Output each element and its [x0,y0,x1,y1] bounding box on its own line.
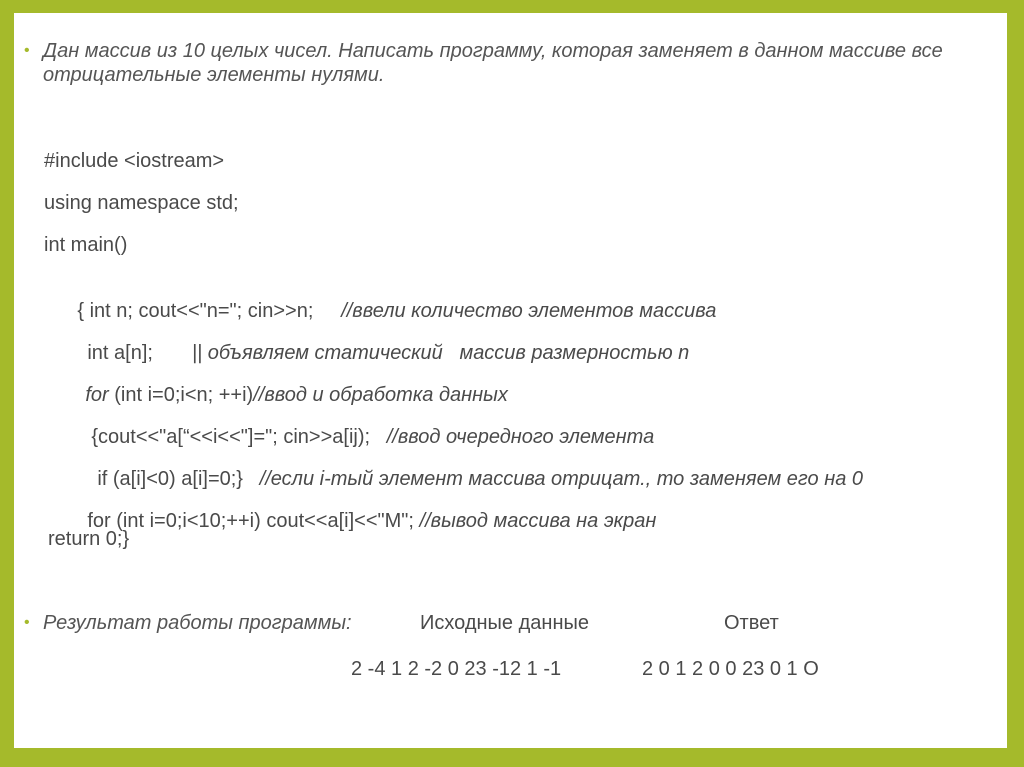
result-label: Результат работы программы: [43,612,352,634]
result-input-values: 2 -4 1 2 -2 0 23 -12 1 -1 [351,658,562,680]
task-bullet-row [24,39,973,87]
bullet-icon: • [24,42,30,59]
code-comment: //вывод массива на экран [419,510,657,532]
code-line-namespace: using namespace std; [44,192,239,214]
code-comment: //ввод очередного элемента [386,426,655,448]
slide [14,13,1007,748]
result-output-header: Ответ [724,612,779,634]
code-text: for (int i=0;i<10;++i) cout<<a[i]<<"M"; [87,510,414,532]
task-text: Дан массив из 10 целых чисел. Написать программу, которая заменяет в данном массиве все отрицательные элементы нулями. [43,40,943,86]
code-comment: //ввод и обработка данных [253,384,508,406]
code-text: {cout<<"a[“<<i<<"]="; cin>>a[ij); [91,426,371,448]
code-text: { int n; cout<<"n="; cin>>n; [77,300,314,322]
code-line-for-output [54,485,656,557]
slide-content [14,13,1007,748]
code-line-main: int main() [44,234,128,256]
code-comment: //ввели количество элементов массива [341,300,717,322]
code-line-return: return 0;} [48,528,130,550]
code-keyword: for [85,384,109,406]
bullet-icon: • [24,614,30,631]
code-text: if (a[i]<0) a[i]=0;} [97,468,243,490]
code-text: int a[n]; [87,342,153,364]
code-comment: || объявляем статический массив размерностью n [191,342,690,364]
result-bullet-row [24,611,352,635]
result-input-header: Исходные данные [420,612,589,634]
result-output-values: 2 0 1 2 0 0 23 0 1 O [642,658,819,680]
code-comment: //если i-тый элемент массива отрицат., то заменяем его на 0 [259,468,863,490]
code-text: (int i=0;i<n; ++i) [108,384,254,406]
code-line-include: #include <iostream> [44,150,225,172]
